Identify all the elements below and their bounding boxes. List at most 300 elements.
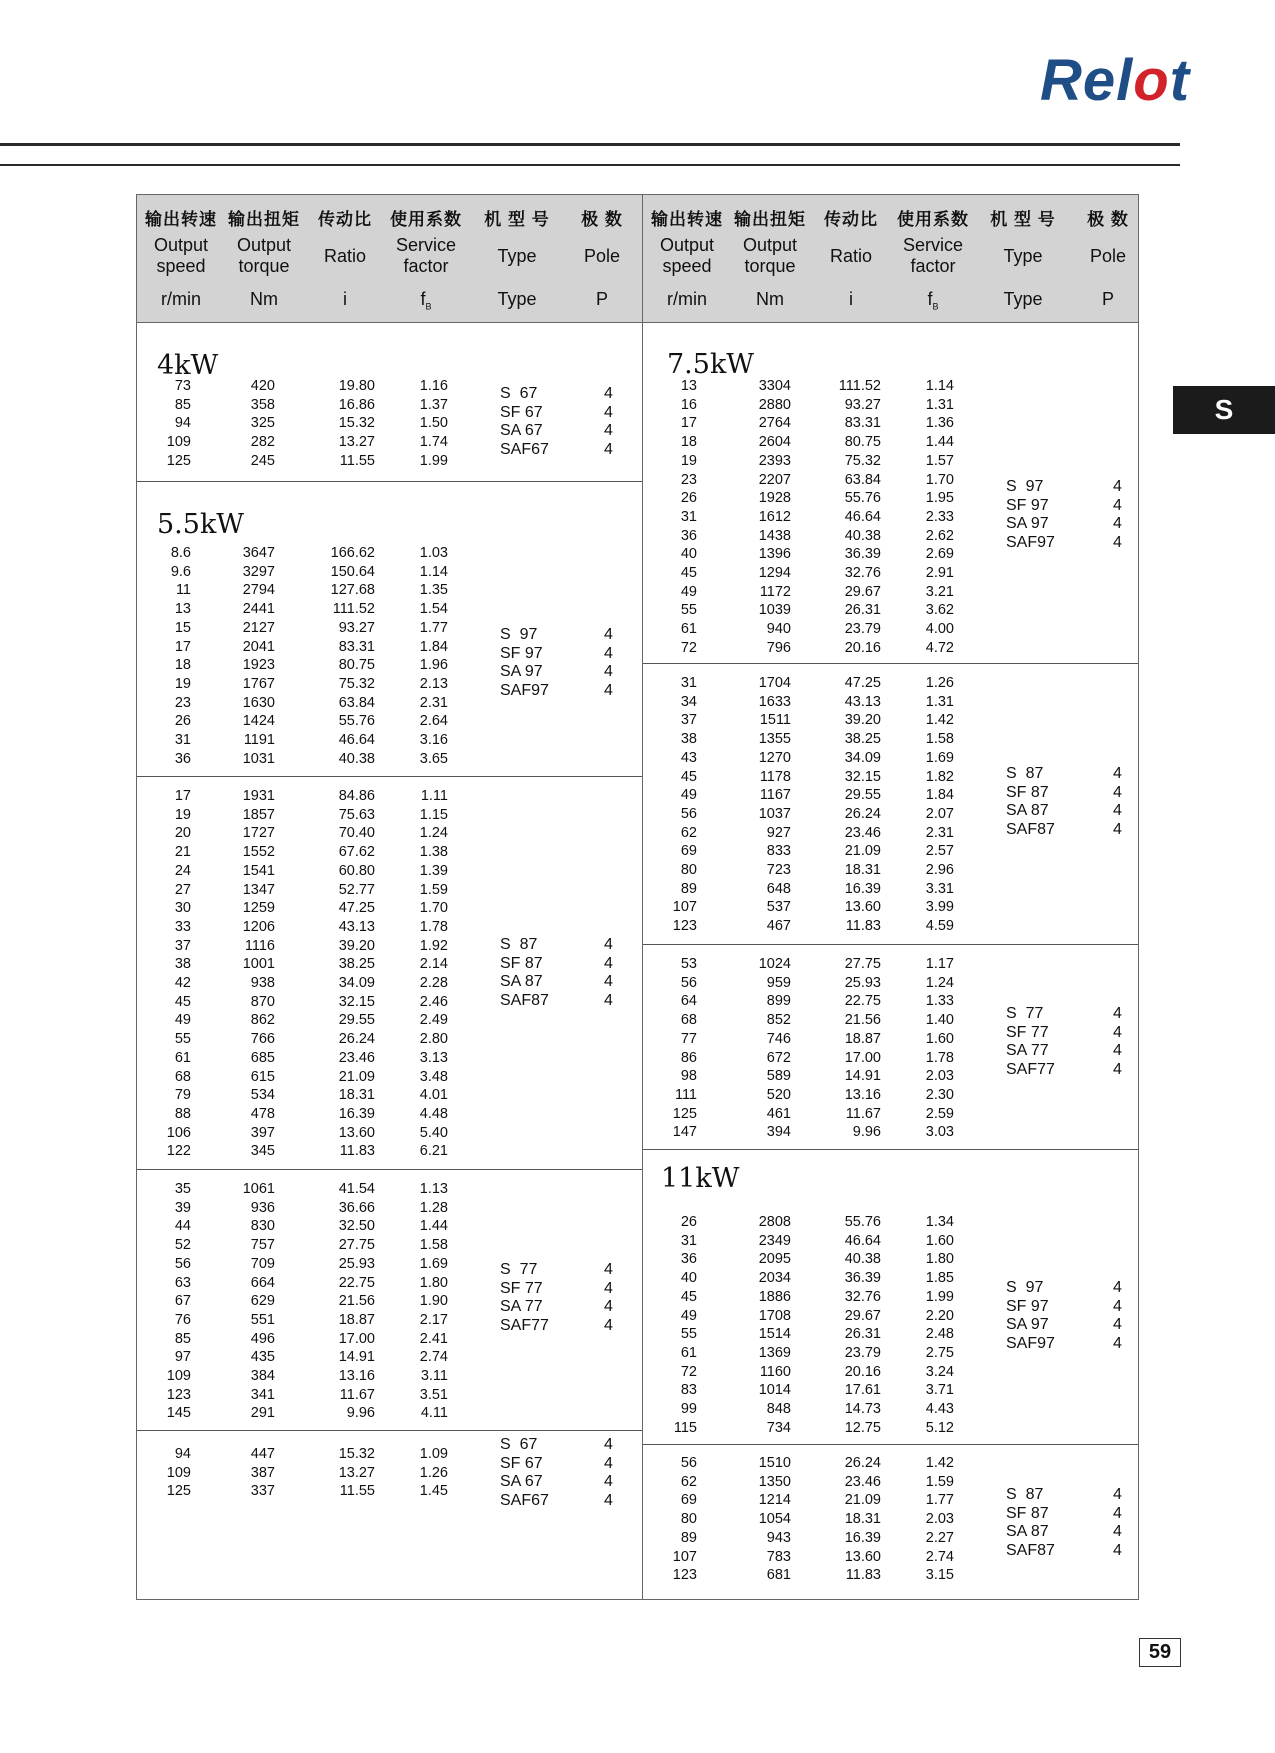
table-cell: 123 (672, 1567, 697, 1584)
table-cell: 56 (680, 974, 697, 991)
table-cell: 1259 (242, 900, 275, 917)
table-cell: 39.20 (844, 712, 881, 729)
table-cell: 337 (250, 1483, 275, 1500)
table-cell: 3.16 (419, 732, 448, 748)
table-cell: 1928 (758, 490, 791, 507)
table-cell: 11.83 (845, 1567, 881, 1584)
header-en-1 (743, 235, 797, 277)
pole-count: 4 (604, 441, 613, 459)
table-cell: 88 (174, 1105, 191, 1122)
table-cell: 852 (766, 1012, 791, 1029)
header-zh-1: 输出扭矩 (228, 210, 300, 229)
table-cell: 77 (680, 1030, 697, 1047)
table-cell: 3.71 (925, 1382, 954, 1399)
table-cell: 16.39 (844, 1529, 881, 1546)
table-cell: 2349 (758, 1232, 791, 1249)
table-cell: 862 (250, 1012, 275, 1029)
table-cell: 2808 (758, 1214, 791, 1230)
table-cell: 64 (680, 993, 697, 1010)
type-code: SAF87 (500, 992, 549, 1010)
type-code: SA 87 (1006, 1523, 1049, 1541)
table-cell: 1.82 (925, 768, 954, 785)
table-cell: 16 (680, 396, 697, 413)
table-cell: 4.11 (420, 1405, 448, 1422)
table-cell: 1160 (759, 1363, 791, 1380)
type-code: S 77 (500, 1261, 538, 1278)
table-cell: 1.84 (419, 638, 448, 655)
type-code: SA 87 (500, 973, 543, 991)
table-cell: 85 (174, 1330, 191, 1347)
header-en-line: Service (902, 235, 964, 255)
table-cell: 1054 (758, 1511, 791, 1528)
table-cell: 69 (680, 1492, 697, 1509)
table-cell: 1350 (758, 1473, 791, 1490)
table-cell: 32.50 (338, 1218, 375, 1235)
table-cell: 2.96 (925, 862, 954, 878)
pole-count: 4 (604, 954, 613, 972)
table-cell: 11.67 (845, 1105, 881, 1122)
pole-count: 4 (1113, 1486, 1122, 1503)
table-cell: 125 (166, 1483, 191, 1500)
type-code: S 97 (1006, 1279, 1044, 1296)
pole-count: 4 (604, 1436, 613, 1453)
table-cell: 2.75 (925, 1344, 954, 1361)
table-cell: 1.11 (420, 788, 448, 804)
table-cell: 46.64 (844, 508, 881, 525)
table-cell: 1.24 (419, 825, 448, 842)
table-cell: 123 (672, 918, 697, 935)
type-code: SAF97 (1006, 534, 1055, 552)
pole-count: 4 (1113, 1542, 1122, 1560)
table-cell: 31 (174, 732, 191, 748)
header-en-line: Output (153, 235, 209, 255)
table-cell: 397 (250, 1124, 275, 1141)
header-en-5 (1090, 246, 1126, 267)
table-cell: 125 (166, 452, 191, 469)
header-unit-4 (497, 289, 536, 310)
table-cell: 2794 (242, 582, 275, 599)
pole-count: 4 (604, 1454, 613, 1472)
header-en-line: Pole (1089, 246, 1127, 266)
table-cell: 25.93 (338, 1255, 375, 1272)
table-cell: 37 (680, 712, 697, 729)
table-cell: 17.61 (844, 1382, 881, 1399)
header-zh-5: 极 数 (1087, 210, 1129, 229)
table-cell: 97 (174, 1349, 191, 1366)
table-cell: 49 (680, 583, 697, 600)
table-cell: 766 (250, 1031, 275, 1048)
table-cell: 31 (680, 675, 697, 691)
table-cell: 18.31 (844, 862, 881, 878)
table-cell: 34.09 (844, 749, 881, 766)
table-cell: 1.44 (925, 434, 954, 451)
table-cell: 13.16 (844, 1086, 881, 1103)
table-cell: 420 (250, 378, 275, 394)
pole-count: 4 (1113, 515, 1122, 533)
table-cell: 26 (680, 1214, 697, 1230)
table-cell: 1.28 (419, 1199, 448, 1216)
table-cell: 2041 (242, 638, 275, 655)
table-cell: 14.91 (338, 1349, 375, 1366)
table-cell: 46.64 (844, 1232, 881, 1249)
type-code: SF 97 (1006, 496, 1049, 514)
table-cell: 20 (174, 825, 191, 842)
table-cell: 61 (680, 1344, 697, 1361)
table-cell: 40.38 (844, 527, 881, 544)
table-cell: 1.33 (925, 993, 954, 1010)
table-cell: 723 (766, 862, 791, 878)
pole-count: 4 (1113, 1523, 1122, 1541)
table-cell: 1931 (242, 788, 275, 804)
table-cell: 69 (680, 843, 697, 860)
table-cell: 2.62 (925, 527, 954, 544)
group-separator (137, 481, 642, 482)
type-code: S 87 (1006, 1486, 1044, 1503)
table-cell: 1511 (759, 712, 791, 729)
table-cell: 37 (174, 937, 191, 954)
unit-label: P (1101, 289, 1115, 309)
table-cell: 75.32 (844, 452, 881, 469)
table-cell: 17.00 (844, 1049, 881, 1066)
table-cell: 43 (680, 749, 697, 766)
unit-label: r/min (161, 289, 201, 309)
table-cell: 47.25 (844, 675, 881, 691)
header-en-5 (584, 246, 620, 267)
table-cell: 3.11 (420, 1368, 448, 1384)
header-unit-1 (756, 289, 784, 310)
table-cell: 3.62 (925, 602, 954, 619)
table-cell: 648 (766, 880, 791, 897)
header-zh-2: 传动比 (824, 210, 878, 229)
table-cell: 62 (680, 824, 697, 841)
table-cell: 2.31 (419, 694, 448, 711)
right-table-panel (642, 194, 1139, 1600)
table-cell: 17 (174, 638, 191, 655)
table-cell: 2604 (758, 434, 791, 451)
table-cell: 461 (766, 1105, 791, 1122)
header-en-line: Service (395, 235, 457, 255)
table-cell: 80 (680, 862, 697, 878)
group-separator (643, 1444, 1138, 1445)
power-rating: 7.5kW (667, 349, 755, 380)
table-cell: 27.75 (338, 1237, 375, 1254)
table-cell: 32.15 (844, 768, 881, 785)
pole-count: 4 (604, 663, 613, 681)
pole-count: 4 (604, 1317, 613, 1335)
table-cell: 39 (174, 1199, 191, 1216)
table-cell: 1.40 (925, 1012, 954, 1029)
power-rating: 11kW (661, 1163, 740, 1194)
table-cell: 1.74 (419, 434, 448, 451)
table-cell: 19 (680, 452, 697, 469)
header-unit-0 (161, 289, 201, 310)
table-cell: 72 (680, 639, 697, 656)
table-cell: 94 (174, 415, 191, 432)
table-cell: 478 (250, 1105, 275, 1122)
table-cell: 2880 (758, 396, 791, 413)
header-rule-bottom (0, 164, 1180, 166)
table-cell: 20.16 (844, 1363, 881, 1380)
table-cell: 53 (680, 956, 697, 972)
table-cell: 1514 (758, 1326, 791, 1343)
type-code: SF 97 (500, 644, 543, 662)
table-cell: 1886 (758, 1288, 791, 1305)
header-en-line: Pole (583, 246, 621, 266)
table-cell: 14.91 (844, 1068, 881, 1085)
table-cell: 3304 (758, 378, 791, 394)
table-cell: 3647 (242, 545, 275, 561)
table-cell: 13.60 (844, 1548, 881, 1565)
table-cell: 3.24 (925, 1363, 954, 1380)
header-zh-2: 传动比 (318, 210, 372, 229)
type-code: S 67 (500, 385, 538, 402)
table-cell: 1.69 (419, 1255, 448, 1272)
table-cell: 783 (766, 1548, 791, 1565)
group-separator (137, 776, 642, 777)
table-cell: 45 (680, 565, 697, 581)
unit-label: Nm (756, 289, 784, 309)
pole-count: 4 (604, 1298, 613, 1316)
table-cell: 38 (680, 731, 697, 748)
header-zh-0: 输出转速 (145, 210, 217, 229)
table-cell: 89 (680, 880, 697, 897)
table-cell: 1172 (759, 583, 791, 600)
unit-label: i (849, 289, 853, 309)
table-cell: 21.09 (844, 843, 881, 860)
table-cell: 52 (174, 1237, 191, 1254)
pole-count: 4 (1113, 534, 1122, 552)
table-cell: 23.79 (844, 1344, 881, 1361)
header-unit-3 (420, 289, 431, 312)
table-cell: 32.76 (844, 1288, 881, 1305)
table-cell: 49 (680, 1307, 697, 1324)
table-cell: 2.20 (925, 1307, 954, 1324)
table-cell: 1.57 (925, 452, 954, 469)
table-cell: 2441 (242, 601, 275, 618)
table-cell: 43.13 (844, 693, 881, 710)
table-cell: 1630 (242, 694, 275, 711)
header-unit-2 (849, 289, 853, 310)
table-cell: 940 (766, 621, 791, 638)
table-cell: 42 (174, 975, 191, 991)
pole-count: 4 (1113, 802, 1122, 820)
header-en-4 (1003, 246, 1042, 267)
table-cell: 21.09 (338, 1068, 375, 1085)
table-cell: 1167 (759, 787, 791, 804)
table-cell: 22.75 (844, 993, 881, 1010)
header-en-line: torque (744, 256, 796, 276)
table-cell: 111.52 (332, 601, 375, 618)
type-code: SA 77 (500, 1298, 543, 1316)
table-cell: 2.03 (925, 1511, 954, 1528)
section-tab-s[interactable]: S (1173, 386, 1275, 434)
table-cell: 36 (680, 527, 697, 544)
pole-count: 4 (1113, 1335, 1122, 1353)
table-cell: 938 (250, 975, 275, 991)
pole-count: 4 (604, 422, 613, 440)
type-code: SAF97 (500, 682, 549, 700)
power-rating: 4kW (157, 350, 219, 381)
table-cell: 16.39 (338, 1105, 375, 1122)
table-cell: 1727 (242, 825, 275, 842)
table-cell: 1.39 (419, 862, 448, 879)
header-unit-2 (343, 289, 347, 310)
table-cell: 45 (680, 1288, 697, 1305)
table-cell: 4.43 (925, 1401, 954, 1417)
table-cell: 2.03 (925, 1068, 954, 1085)
table-cell: 830 (250, 1218, 275, 1235)
header-en-line: Ratio (829, 246, 873, 266)
table-cell: 83 (680, 1382, 697, 1399)
header-zh-5: 极 数 (581, 210, 623, 229)
group-separator (643, 1149, 1138, 1150)
pole-count: 4 (604, 1261, 613, 1278)
pole-count: 4 (604, 385, 613, 402)
table-cell: 63.84 (844, 471, 881, 488)
table-cell: 18.31 (844, 1511, 881, 1528)
pole-count: 4 (1113, 496, 1122, 514)
table-cell: 341 (250, 1386, 275, 1403)
table-cell: 5.40 (419, 1124, 448, 1141)
table-cell: 1.37 (419, 396, 448, 413)
table-cell: 34.09 (338, 975, 375, 991)
table-cell: 36 (680, 1251, 697, 1268)
table-cell: 1206 (242, 918, 275, 935)
table-cell: 5.12 (925, 1419, 954, 1436)
table-cell: 150.64 (330, 563, 375, 580)
table-cell: 1541 (242, 862, 275, 879)
table-cell: 109 (166, 1464, 191, 1481)
table-cell: 746 (766, 1030, 791, 1047)
page-number: 59 (1139, 1638, 1181, 1667)
table-cell: 27.75 (844, 956, 881, 972)
table-cell: 73 (174, 378, 191, 394)
table-cell: 89 (680, 1529, 697, 1546)
table-cell: 40.38 (844, 1251, 881, 1268)
type-code: SF 87 (500, 954, 543, 972)
table-cell: 61 (680, 621, 697, 638)
table-cell: 1.14 (925, 378, 954, 394)
table-cell: 2.57 (925, 843, 954, 860)
table-cell: 43.13 (338, 918, 375, 935)
header-unit-4 (1003, 289, 1042, 310)
relot-logo (1040, 48, 1191, 113)
table-cell: 384 (250, 1368, 275, 1384)
header-en-line: speed (156, 256, 206, 276)
table-cell: 23.46 (844, 1473, 881, 1490)
table-header (137, 195, 642, 323)
table-cell: 46.64 (338, 732, 375, 748)
table-cell: 664 (250, 1274, 275, 1291)
table-cell: 1.16 (419, 378, 448, 394)
header-en-line: Output (742, 235, 798, 255)
type-code: SA 77 (1006, 1042, 1049, 1060)
table-cell: 16.86 (338, 396, 375, 413)
table-cell: 3297 (242, 563, 275, 580)
table-cell: 18.87 (338, 1311, 375, 1328)
table-cell: 9.6 (170, 563, 191, 580)
table-cell: 109 (166, 1368, 191, 1384)
table-cell: 1.80 (419, 1274, 448, 1291)
table-cell: 2.27 (925, 1529, 954, 1546)
type-code: SA 97 (1006, 515, 1049, 533)
table-cell: 25.93 (844, 974, 881, 991)
header-zh-4: 机 型 号 (484, 210, 550, 229)
table-cell: 38.25 (338, 956, 375, 973)
table-cell: 1424 (242, 713, 275, 730)
table-cell: 1037 (758, 805, 791, 822)
table-cell: 520 (766, 1086, 791, 1103)
pole-count: 4 (604, 626, 613, 643)
table-cell: 26.24 (844, 805, 881, 822)
table-cell: 1.84 (925, 787, 954, 804)
table-cell: 387 (250, 1464, 275, 1481)
table-cell: 166.62 (330, 545, 375, 561)
table-cell: 2393 (758, 452, 791, 469)
table-cell: 394 (766, 1124, 791, 1141)
header-en-0 (660, 235, 714, 277)
table-cell: 111 (674, 1086, 697, 1103)
table-cell: 833 (766, 843, 791, 860)
table-cell: 23.46 (338, 1049, 375, 1066)
table-cell: 109 (166, 434, 191, 451)
table-cell: 2.07 (925, 805, 954, 822)
table-cell: 2.59 (925, 1105, 954, 1122)
table-cell: 38 (174, 956, 191, 973)
table-cell: 1.34 (925, 1214, 954, 1230)
header-en-line: Type (1003, 246, 1043, 266)
table-cell: 1857 (242, 806, 275, 823)
table-cell: 13.60 (338, 1124, 375, 1141)
pole-count: 4 (1113, 1504, 1122, 1522)
table-cell: 67.62 (338, 844, 375, 861)
table-cell: 2095 (758, 1251, 791, 1268)
table-cell: 1061 (242, 1181, 275, 1197)
header-en-line: Ratio (323, 246, 367, 266)
table-cell: 1.13 (419, 1181, 448, 1197)
unit-label: P (595, 289, 609, 309)
table-cell: 1.54 (419, 601, 448, 618)
table-cell: 1.59 (419, 881, 448, 898)
table-cell: 1.15 (419, 806, 448, 823)
table-cell: 32.76 (844, 565, 881, 581)
table-cell: 1.99 (419, 452, 448, 469)
table-cell: 15.32 (338, 415, 375, 432)
table-cell: 26.31 (844, 602, 881, 619)
table-cell: 13.27 (338, 1464, 375, 1481)
table-cell: 2.49 (419, 1012, 448, 1029)
table-cell: 18 (680, 434, 697, 451)
group-separator (643, 663, 1138, 664)
table-cell: 127.68 (330, 582, 375, 599)
type-code: SAF87 (1006, 821, 1055, 839)
table-cell: 83.31 (338, 638, 375, 655)
type-code: S 97 (1006, 478, 1044, 495)
table-cell: 79 (174, 1087, 191, 1104)
table-cell: 19 (174, 675, 191, 692)
table-cell: 111.52 (838, 378, 881, 394)
table-cell: 80 (680, 1511, 697, 1528)
table-cell: 45 (680, 768, 697, 785)
table-cell: 30 (174, 900, 191, 917)
table-cell: 26.24 (338, 1031, 375, 1048)
type-code: SF 67 (500, 403, 543, 421)
table-cell: 2.74 (419, 1349, 448, 1366)
table-cell: 1.09 (419, 1446, 448, 1462)
table-cell: 24 (174, 862, 191, 879)
pole-count: 4 (1113, 1023, 1122, 1041)
table-cell: 1704 (758, 675, 791, 691)
